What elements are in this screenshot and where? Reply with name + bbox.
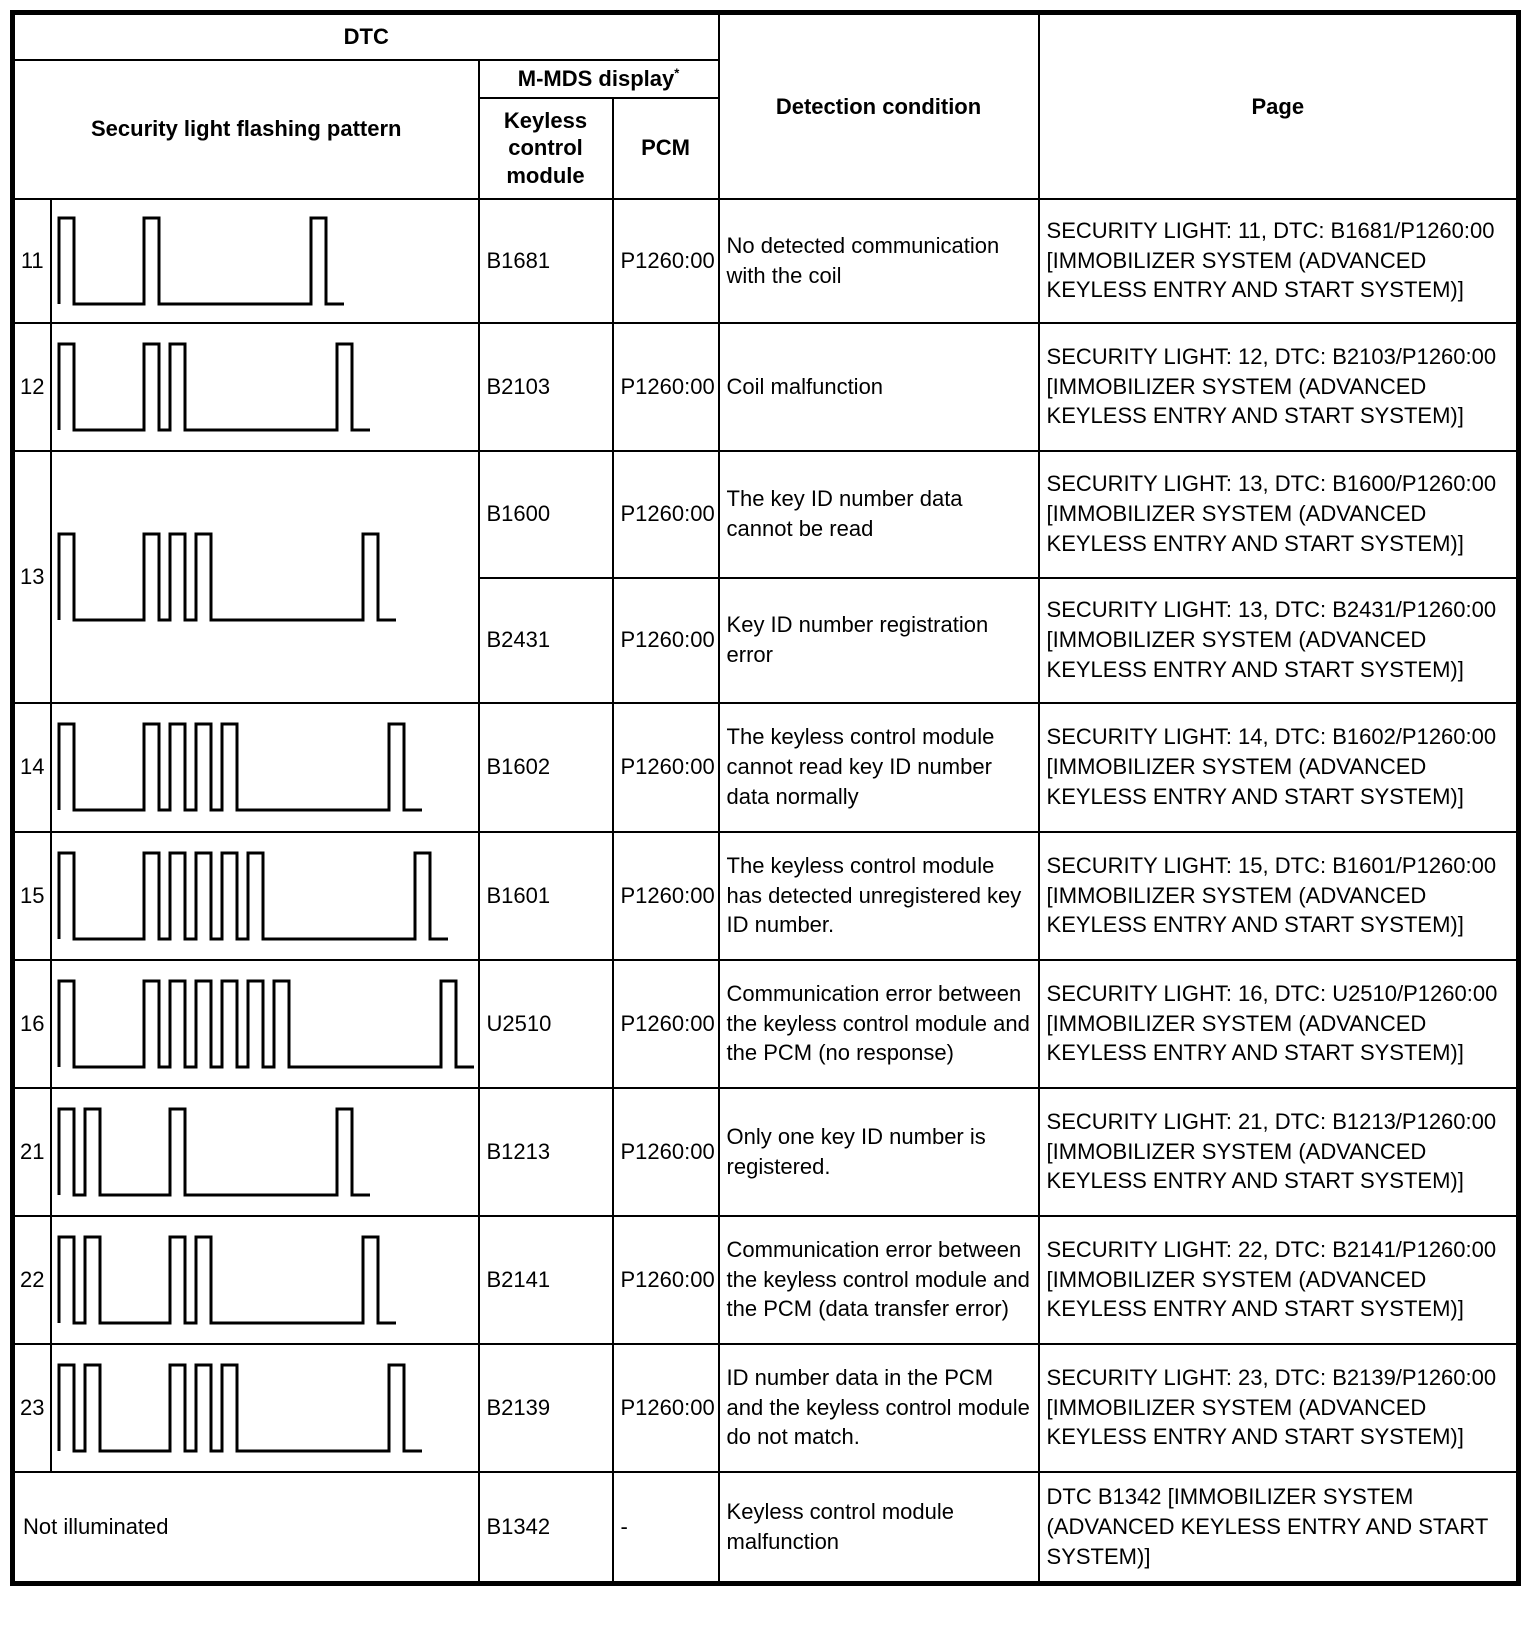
mmds-footnote-marker: * xyxy=(674,65,680,81)
table-row xyxy=(13,832,1519,960)
detection-condition: Communication error between the keyless control module and the PCM (no response) xyxy=(719,960,1039,1088)
keyless-dtc-code: B1602 xyxy=(479,703,613,832)
flash-pattern-cell xyxy=(51,451,479,703)
pcm-dtc-code: P1260:00 xyxy=(613,578,719,703)
table-row xyxy=(13,1472,1519,1584)
page-reference: SECURITY LIGHT: 22, DTC: B2141/P1260:00 [IMMOBILIZER SYSTEM (ADVANCED KEYLESS ENTRY AND START SYSTEM)] xyxy=(1039,1216,1519,1344)
page-reference: SECURITY LIGHT: 11, DTC: B1681/P1260:00 [IMMOBILIZER SYSTEM (ADVANCED KEYLESS ENTRY AND START SYSTEM)] xyxy=(1039,199,1519,323)
flash-pattern-cell xyxy=(51,1216,479,1344)
keyless-dtc-code: U2510 xyxy=(479,960,613,1088)
page-reference: SECURITY LIGHT: 13, DTC: B1600/P1260:00 [IMMOBILIZER SYSTEM (ADVANCED KEYLESS ENTRY AND START SYSTEM)] xyxy=(1039,451,1519,578)
flash-waveform-icon xyxy=(57,211,346,311)
table-row xyxy=(13,1088,1519,1216)
keyless-dtc-code: B1681 xyxy=(479,199,613,323)
detection-condition: The key ID number data cannot be read xyxy=(719,451,1039,578)
flash-waveform-icon xyxy=(57,846,450,946)
pcm-dtc-code: P1260:00 xyxy=(613,199,719,323)
table-row xyxy=(13,703,1519,832)
detection-condition: Keyless control module malfunction xyxy=(719,1472,1039,1584)
flash-pattern-cell xyxy=(51,703,479,832)
security-light-code: 11 xyxy=(13,199,51,323)
keyless-dtc-code: B2431 xyxy=(479,578,613,703)
keyless-dtc-code: B2139 xyxy=(479,1344,613,1472)
pcm-dtc-code: - xyxy=(613,1472,719,1584)
detection-condition: The keyless control module cannot read key ID number data normally xyxy=(719,703,1039,832)
flash-pattern-cell xyxy=(51,960,479,1088)
pcm-dtc-code: P1260:00 xyxy=(613,703,719,832)
flash-pattern-cell xyxy=(51,1344,479,1472)
detection-condition: Communication error between the keyless control module and the PCM (data transfer error) xyxy=(719,1216,1039,1344)
keyless-dtc-code: B2103 xyxy=(479,323,613,451)
flash-waveform-icon xyxy=(57,717,424,817)
page-reference: SECURITY LIGHT: 14, DTC: B1602/P1260:00 [IMMOBILIZER SYSTEM (ADVANCED KEYLESS ENTRY AND START SYSTEM)] xyxy=(1039,703,1519,832)
flash-waveform-icon xyxy=(57,974,476,1074)
page-reference: SECURITY LIGHT: 23, DTC: B2139/P1260:00 [IMMOBILIZER SYSTEM (ADVANCED KEYLESS ENTRY AND START SYSTEM)] xyxy=(1039,1344,1519,1472)
dtc-table xyxy=(10,10,1521,1586)
detection-condition: Coil malfunction xyxy=(719,323,1039,451)
pcm-dtc-code: P1260:00 xyxy=(613,960,719,1088)
security-light-code: 16 xyxy=(13,960,51,1088)
flash-pattern-cell xyxy=(51,1088,479,1216)
pcm-dtc-code: P1260:00 xyxy=(613,323,719,451)
header-pcm: PCM xyxy=(613,98,719,199)
security-light-code: 13 xyxy=(13,451,51,703)
table-row xyxy=(13,451,1519,578)
keyless-dtc-code: B1213 xyxy=(479,1088,613,1216)
header-mmds-display xyxy=(479,60,719,98)
page-reference: SECURITY LIGHT: 21, DTC: B1213/P1260:00 [IMMOBILIZER SYSTEM (ADVANCED KEYLESS ENTRY AND START SYSTEM)] xyxy=(1039,1088,1519,1216)
table-row xyxy=(13,323,1519,451)
table-row xyxy=(13,1344,1519,1472)
header-row-1 xyxy=(13,13,1519,60)
keyless-dtc-code: B1342 xyxy=(479,1472,613,1584)
mmds-label: M-MDS display xyxy=(517,65,675,91)
flash-pattern-cell xyxy=(51,832,479,960)
flash-waveform-icon xyxy=(57,337,372,437)
detection-condition: No detected communication with the coil xyxy=(719,199,1039,323)
flash-waveform-icon xyxy=(57,1102,372,1202)
flash-pattern-cell xyxy=(51,323,479,451)
flash-waveform-icon xyxy=(57,1358,424,1458)
page-reference: DTC B1342 [IMMOBILIZER SYSTEM (ADVANCED KEYLESS ENTRY AND START SYSTEM)] xyxy=(1039,1472,1519,1584)
detection-condition: Only one key ID number is registered. xyxy=(719,1088,1039,1216)
pcm-dtc-code: P1260:00 xyxy=(613,451,719,578)
header-keyless-module: Keyless control module xyxy=(479,98,613,199)
detection-condition: Key ID number registration error xyxy=(719,578,1039,703)
pcm-dtc-code: P1260:00 xyxy=(613,1088,719,1216)
keyless-dtc-code: B1601 xyxy=(479,832,613,960)
pcm-dtc-code: P1260:00 xyxy=(613,1344,719,1472)
pcm-dtc-code: P1260:00 xyxy=(613,1216,719,1344)
flash-waveform-icon xyxy=(57,1230,398,1330)
table-row xyxy=(13,1216,1519,1344)
keyless-dtc-code: B2141 xyxy=(479,1216,613,1344)
header-page: Page xyxy=(1039,13,1519,199)
detection-condition: ID number data in the PCM and the keyless control module do not match. xyxy=(719,1344,1039,1472)
security-light-state: Not illuminated xyxy=(13,1472,479,1584)
pcm-dtc-code: P1260:00 xyxy=(613,832,719,960)
detection-condition: The keyless control module has detected unregistered key ID number. xyxy=(719,832,1039,960)
flash-waveform-icon xyxy=(57,527,398,627)
page-reference: SECURITY LIGHT: 15, DTC: B1601/P1260:00 [IMMOBILIZER SYSTEM (ADVANCED KEYLESS ENTRY AND START SYSTEM)] xyxy=(1039,832,1519,960)
page-reference: SECURITY LIGHT: 12, DTC: B2103/P1260:00 [IMMOBILIZER SYSTEM (ADVANCED KEYLESS ENTRY AND START SYSTEM)] xyxy=(1039,323,1519,451)
flash-pattern-cell xyxy=(51,199,479,323)
page-reference: SECURITY LIGHT: 13, DTC: B2431/P1260:00 [IMMOBILIZER SYSTEM (ADVANCED KEYLESS ENTRY AND START SYSTEM)] xyxy=(1039,578,1519,703)
security-light-code: 21 xyxy=(13,1088,51,1216)
table-row xyxy=(13,199,1519,323)
security-light-code: 14 xyxy=(13,703,51,832)
page-reference: SECURITY LIGHT: 16, DTC: U2510/P1260:00 [IMMOBILIZER SYSTEM (ADVANCED KEYLESS ENTRY AND START SYSTEM)] xyxy=(1039,960,1519,1088)
header-dtc: DTC xyxy=(13,13,719,60)
security-light-code: 22 xyxy=(13,1216,51,1344)
security-light-code: 23 xyxy=(13,1344,51,1472)
header-detection-condition: Detection condition xyxy=(719,13,1039,199)
security-light-code: 15 xyxy=(13,832,51,960)
security-light-code: 12 xyxy=(13,323,51,451)
table-row xyxy=(13,960,1519,1088)
keyless-dtc-code: B1600 xyxy=(479,451,613,578)
header-security-light-pattern: Security light flashing pattern xyxy=(13,60,479,199)
